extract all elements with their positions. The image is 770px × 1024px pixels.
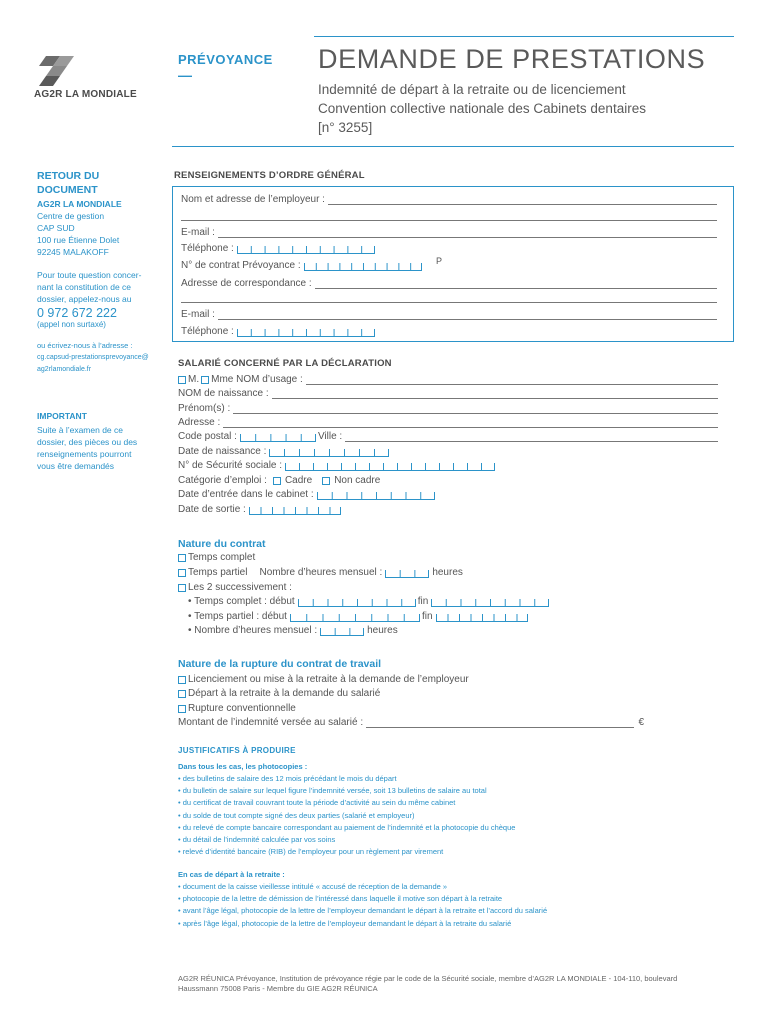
hours-unit: heures (432, 567, 463, 578)
both-checkbox[interactable] (178, 584, 186, 592)
both-row (178, 582, 292, 593)
general-section-title: RENSEIGNEMENTS D’ORDRE GÉNÉRAL (174, 170, 365, 181)
part-start-label: • Temps partiel : début (188, 611, 287, 622)
list-item: • avant l’âge légal, photocopie de la lettre de l’employeur demandant le départ à la retraite et l’accord du salarié (178, 906, 548, 916)
question-text: Pour toute question concer- (37, 270, 142, 280)
rupture-opt-3 (178, 703, 296, 714)
full-start-label: • Temps complet : début (188, 596, 295, 607)
write-text: ou écrivez-nous à l’adresse : (37, 341, 133, 350)
part-time-checkbox[interactable] (178, 569, 186, 577)
amount-label: Montant de l’indemnité versée au salarié : (178, 717, 364, 728)
mrs-checkbox[interactable] (201, 376, 209, 384)
return-title-2: DOCUMENT (37, 184, 98, 196)
contract-section-title: Nature du contrat (178, 538, 266, 550)
rupture-opt-1 (178, 674, 469, 685)
address-label: Adresse : (178, 417, 221, 428)
list-item: • du relevé de compte bancaire correspondant au paiement de l’indemnité et la photocopie du chèque (178, 822, 516, 832)
full-end-field[interactable] (431, 599, 549, 607)
page-subtitle (318, 80, 646, 137)
important-text: dossier, des pièces ou des (37, 437, 138, 447)
email-label: E-mail : (181, 227, 215, 238)
birth-date-label: Date de naissance : (178, 446, 267, 457)
part-time-period-row (188, 611, 528, 622)
non-cadre-checkbox[interactable] (322, 477, 330, 485)
birth-name-row (178, 388, 718, 399)
full-time-row (178, 552, 255, 563)
list-item: • du détail de l’indemnité calculée par vos soins (178, 835, 336, 845)
monthly-hours-label: Nombre d’heures mensuel : (259, 567, 383, 578)
list-item: • du solde de tout compte signé des deux parties (salarié et employeur) (178, 810, 415, 820)
exit-date-row (178, 504, 341, 515)
employer-label: Nom et adresse de l’employeur : (181, 194, 325, 205)
correspondence-field[interactable] (315, 279, 717, 289)
question-text: nant la constitution de ce (37, 282, 132, 292)
email2-label: E-mail : (181, 309, 215, 320)
section-dash: — (178, 67, 192, 83)
first-name-row (178, 403, 718, 414)
contact-email-domain[interactable]: ag2rlamondiale.fr (37, 366, 92, 373)
contract-suffix: P (436, 256, 443, 266)
entry-date-row (178, 489, 435, 500)
part-end-label: fin (421, 611, 433, 622)
important-text: vous être demandés (37, 461, 115, 471)
part-time-row (178, 567, 463, 578)
first-name-field[interactable] (233, 404, 718, 414)
list-item: • des bulletins de salaire des 12 mois précédant le mois du départ (178, 774, 397, 783)
documents-all-cases: Dans tous les cas, les photocopies : (178, 762, 308, 771)
list-item: • document de la caisse vieillesse intitulé « accusé de réception de la demande » (178, 882, 448, 891)
cadre-label: Cadre (284, 475, 313, 486)
category-label: Catégorie d’emploi : (178, 475, 267, 486)
part-time-label: Temps partiel (188, 567, 248, 578)
list-item: • photocopie de la lettre de démission de l’intéressé dans laquelle il motive son départ à la retraite (178, 894, 503, 904)
rupture-2-label: Départ à la retraite à la demande du salarié (188, 688, 381, 699)
important-text: Suite à l’examen de ce (37, 425, 123, 435)
exit-date-field[interactable] (249, 507, 341, 515)
address-line: 92245 MALAKOFF (37, 247, 109, 257)
category-row (178, 475, 380, 486)
footer-line-2: Haussmann 75008 Paris - Membre du GIE AG2R RÉUNICA (178, 984, 378, 993)
phone2-label: Téléphone : (181, 326, 234, 337)
mr-label: M. (188, 374, 200, 385)
exit-date-label: Date de sortie : (178, 504, 246, 515)
list-item: • du bulletin de salaire sur lequel figure l’indemnité versée, soit 13 bulletins de salaire au total (178, 786, 487, 796)
return-org: AG2R LA MONDIALE (37, 199, 122, 209)
part-end-field[interactable] (436, 614, 528, 622)
usage-name-field[interactable] (306, 375, 718, 385)
full-time-period-row (188, 596, 549, 607)
rupture-3-checkbox[interactable] (178, 705, 186, 713)
address-line: Centre de gestion (37, 211, 105, 221)
usage-name-label: Mme NOM d’usage : (211, 374, 303, 385)
rupture-section-title: Nature de la rupture du contrat de travail (178, 658, 382, 670)
contract-label: N° de contrat Prévoyance : (181, 260, 301, 271)
phone-row (181, 243, 375, 254)
amount-field[interactable] (366, 718, 634, 728)
phone-note: (appel non surtaxé) (37, 320, 106, 329)
address-line: 100 rue Étienne Dolet (37, 235, 120, 245)
monthly-hours-field[interactable] (385, 570, 429, 578)
correspondence-field-line-2[interactable] (181, 302, 717, 303)
documents-title: JUSTIFICATIFS À PRODUIRE (178, 746, 296, 755)
important-text: renseignements pourront (37, 449, 132, 459)
header-rule (314, 36, 734, 37)
full-start-field[interactable] (298, 599, 416, 607)
employee-section-title: SALARIÉ CONCERNÉ PAR LA DÉCLARATION (178, 358, 392, 369)
entry-date-field[interactable] (317, 492, 435, 500)
footer-line-1: AG2R RÉUNICA Prévoyance, Institution de prévoyance régie par le code de la Sécurité sociale, membre d’AG2R LA MONDIALE - 104-110, boulevard (178, 974, 678, 983)
part-start-field[interactable] (290, 614, 420, 622)
section-rule (172, 146, 734, 147)
phone-label: Téléphone : (181, 243, 234, 254)
rupture-2-checkbox[interactable] (178, 690, 186, 698)
entry-date-label: Date d’entrée dans le cabinet : (178, 489, 314, 500)
full-time-checkbox[interactable] (178, 554, 186, 562)
mr-checkbox[interactable] (178, 376, 186, 384)
documents-list (178, 773, 515, 858)
page-title: DEMANDE DE PRESTATIONS (318, 44, 706, 74)
rupture-opt-2 (178, 688, 380, 699)
email-field[interactable] (218, 228, 717, 238)
contact-email[interactable]: cg.capsud-prestationsprevoyance@ (37, 354, 149, 361)
non-cadre-label: Non cadre (334, 475, 381, 486)
important-title: IMPORTANT (37, 411, 87, 421)
address-line: CAP SUD (37, 223, 75, 233)
cadre-checkbox[interactable] (273, 477, 281, 485)
contract-field[interactable] (304, 263, 422, 271)
email-row (181, 227, 717, 238)
currency-symbol: € (638, 717, 644, 728)
hours2-unit: heures (367, 625, 398, 636)
retirement-list (178, 881, 547, 930)
postal-city-row (178, 431, 718, 442)
email2-row (181, 309, 717, 320)
correspondence-row (181, 278, 717, 289)
legal-footer (178, 974, 738, 994)
subtitle-line-1: Indemnité de départ à la retraite ou de licenciement (318, 82, 626, 97)
rupture-1-label: Licenciement ou mise à la retraite à la demande de l’employeur (188, 674, 469, 685)
subtitle-line-3: [n° 3255] (318, 120, 373, 135)
address-row (178, 417, 718, 428)
monthly-hours2-label: • Nombre d’heures mensuel : (188, 625, 318, 636)
birth-date-row (178, 446, 389, 457)
city-label: Ville : (317, 431, 343, 442)
employer-field[interactable] (328, 195, 717, 205)
employer-row (181, 194, 717, 205)
amount-row (178, 717, 644, 728)
monthly-hours-row (188, 625, 398, 636)
civility-row (178, 374, 718, 385)
contract-row (181, 260, 422, 271)
full-time-label: Temps complet (188, 552, 256, 563)
question-text: dossier, appelez-nous au (37, 294, 132, 304)
brand-name: AG2R LA MONDIALE (34, 89, 137, 100)
ssn-row (178, 460, 495, 471)
contact-phone[interactable]: 0 972 672 222 (37, 306, 117, 320)
sidebar (37, 169, 149, 472)
ssn-field[interactable] (285, 463, 495, 471)
postal-field[interactable] (240, 434, 316, 442)
phone2-row (181, 326, 375, 337)
address-field[interactable] (223, 418, 718, 428)
list-item: • du certificat de travail couvrant toute la période d’activité au sein du même cabinet (178, 798, 456, 808)
return-title-1: RETOUR DU (37, 170, 100, 182)
employer-field-line-2[interactable] (181, 220, 717, 221)
section-label: PRÉVOYANCE (178, 52, 273, 67)
both-label: Les 2 successivement : (188, 582, 292, 593)
ssn-label: N° de Sécurité sociale : (178, 460, 283, 471)
birth-name-label: NOM de naissance : (178, 388, 269, 399)
monthly-hours2-field[interactable] (320, 628, 364, 636)
postal-label: Code postal : (178, 431, 237, 442)
phone-field[interactable] (237, 246, 375, 254)
list-item: • après l’âge légal, photocopie de la lettre de l’employeur demandant le départ à la retraite du salarié (178, 918, 512, 928)
first-name-label: Prénom(s) : (178, 403, 231, 414)
rupture-3-label: Rupture conventionnelle (188, 703, 296, 714)
documents-retirement: En cas de départ à la retraite : (178, 870, 285, 879)
rupture-1-checkbox[interactable] (178, 676, 186, 684)
city-field[interactable] (345, 432, 718, 442)
list-item: • relevé d’identité bancaire (RIB) de l’employeur pour un règlement par virement (178, 847, 444, 857)
email2-field[interactable] (218, 310, 717, 320)
subtitle-line-2: Convention collective nationale des Cabinets dentaires (318, 101, 646, 116)
correspondence-label: Adresse de correspondance : (181, 278, 312, 289)
birth-date-field[interactable] (269, 449, 389, 457)
birth-name-field[interactable] (272, 389, 718, 399)
company-logo-icon (36, 52, 76, 88)
phone2-field[interactable] (237, 329, 375, 337)
full-end-label: fin (417, 596, 429, 607)
